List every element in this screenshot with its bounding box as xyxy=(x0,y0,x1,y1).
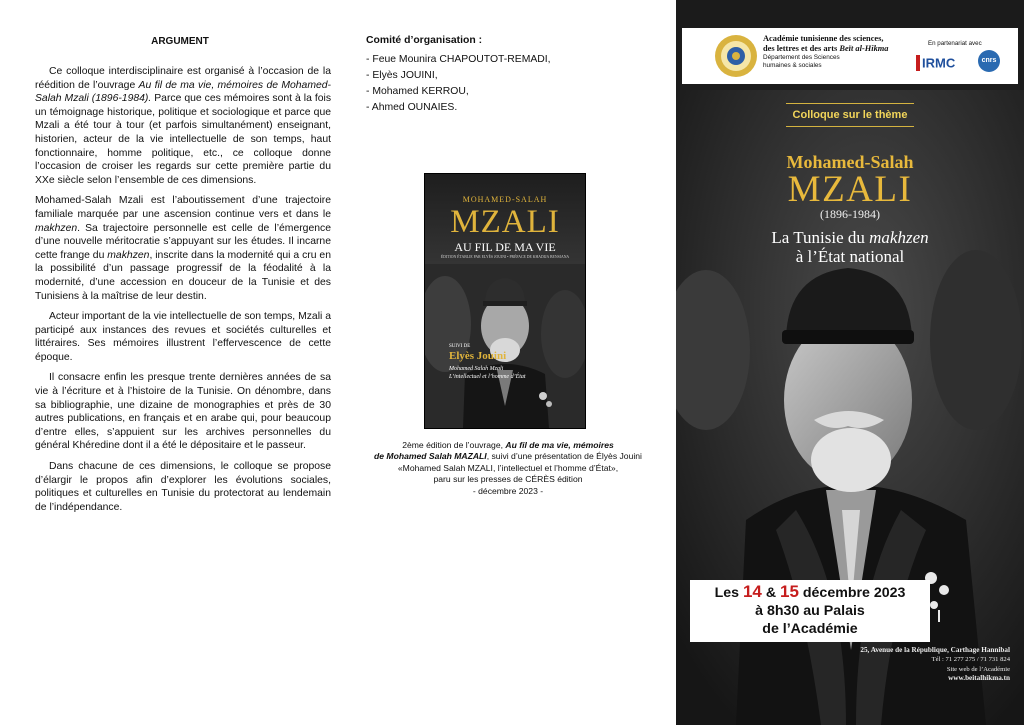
divider xyxy=(786,103,914,104)
divider xyxy=(786,126,914,127)
middle-panel xyxy=(340,0,676,725)
argument-paragraph-2: Mohamed-Salah Mzali est l’aboutissement d’une trajectoire familiale marquée par une ascension continue vers et dans le makhzen. Sa trajectoire personnelle est celle de l’émergence d’une nouvelle méritocratie s’appuyant sur les études. Il incarne cette frange du makhzen, inscrite dans la modernité qui a cru en la possibilité d’un passage progressif de la féodalité à la modernité, d’une accession en douceur de la Tunisie et des Tunisiens à la maîtrise de leur destin. xyxy=(35,195,331,302)
committee-title: Comité d’organisation : xyxy=(366,35,483,46)
committee-member: - Feue Mounira CHAPOUTOT-REMADI, xyxy=(366,54,551,65)
book-suivi-de: SUIVI DE xyxy=(449,344,471,349)
academy-logo-icon xyxy=(714,34,758,78)
speaker-years: (1896-1984) xyxy=(820,207,880,221)
committee-member: - Elyès JOUINI, xyxy=(366,70,438,81)
argument-title: ARGUMENT xyxy=(151,36,209,47)
organizing-committee xyxy=(366,33,551,116)
website-link[interactable]: www.beitalhikma.tn xyxy=(948,674,1010,683)
irmc-mark-icon xyxy=(916,55,920,71)
book-caption: 2ème édition de l’ouvrage, Au fil de ma vie, mémoires de Mohamed Salah MAZALI, suivi d’une présentation de Élyès Jouini «Mohamed Salah MZALI, l’intellectuel et l’homme d’État», paru sur les presses de CÉRÈS édition - décembre 2023 - xyxy=(374,440,642,496)
book-edition-line: ÉDITION ÉTABLIE PAR ELYÈS JOUINI • PRÉFACE DE KHADIJA BENSIANA xyxy=(440,255,570,259)
argument-paragraph-4: Il consacre enfin les presque trente dernières années de sa vie à l’écriture et à l’histoire de la Tunisie. On dénombre, dans sa bibliographie, une dizaine de monographies et près de 30 autres publications, en français et en arabe qui, pour beaucoup d’entre elles, s’appuient sur les archives personnelles du général Khéredine dont il a été le dépositaire et le passeur. xyxy=(35,372,331,452)
event-date-box: Les 14 & 15 décembre 2023 à 8h30 au Palais de l’Académie xyxy=(690,580,930,642)
irmc-logo: IRMC xyxy=(916,54,955,72)
poster-panel xyxy=(676,0,1024,725)
department-name: Département des Sciences humaines & sociales xyxy=(763,54,840,69)
book-subtitle: AU FIL DE MA VIE xyxy=(454,240,556,254)
speaker-last-name: MZALI xyxy=(787,169,913,210)
book-second-title: Mohamed Salah Mzali L’intellectuel et l’homme d’État xyxy=(449,366,526,380)
partner-label: En partenariat avec xyxy=(928,40,982,47)
book-cover xyxy=(424,173,586,429)
header-banner xyxy=(682,28,1018,84)
cnrs-logo: cnrs xyxy=(978,50,1000,72)
venue-address: 25, Avenue de la République, Carthage Hannibal Tél : 71 277 275 / 71 731 824 Site web de l’Académie www.beitalhikma.tn xyxy=(860,646,1010,683)
committee-member: - Ahmed OUNAIES. xyxy=(366,102,458,113)
colloquium-theme: La Tunisie du makhzen à l’État national xyxy=(771,228,929,266)
argument-body xyxy=(35,65,331,521)
academy-name: Académie tunisienne des sciences, des lettres et des arts Beït al-Hikma Département des Sciences humaines & sociales xyxy=(763,34,923,69)
committee-member: - Mohamed KERROU, xyxy=(366,86,469,97)
argument-paragraph-3: Acteur important de la vie intellectuelle de son temps, Mzali a participé aux instances des revues et sociétés culturelles et littéraires. Ses mémoires illustrent l’effervescence de cette époque. xyxy=(35,311,331,363)
argument-paragraph-1: Ce colloque interdisciplinaire est organisé à l’occasion de la réédition de l’ouvrage Au fil de ma vie, mémoires de Mohamed-Salah Mzali (1896-1984). Parce que ces mémoires sont à la fois un témoignage historique, politique et sociologique et parce que Mzali a été tour à tour (et parfois simultanément) enseignant, historien, acteur de la vie intellectuelle de son temps, haut fonctionnaire, homme politique, etc., ce colloque donne l’occasion de croiser les regards sur cette première partie du XXe siècle selon l’ensemble de ces dimensions. xyxy=(35,66,332,186)
book-author: MOHAMED-SALAH xyxy=(462,195,548,204)
argument-panel xyxy=(0,0,340,725)
theme-label: Colloque sur le thème xyxy=(792,109,908,121)
argument-paragraph-5: Dans chacune de ces dimensions, le colloque se propose d’élargir le propos afin d’explorer les évolutions sociales, politiques et culturelles en Tunisie du protectorat au lendemain de l’indépendance. xyxy=(35,461,331,513)
speaker-first-name: Mohamed-Salah xyxy=(786,152,914,172)
book-second-author: Elyès Jouini xyxy=(449,350,507,362)
book-title: MZALI xyxy=(450,204,560,240)
